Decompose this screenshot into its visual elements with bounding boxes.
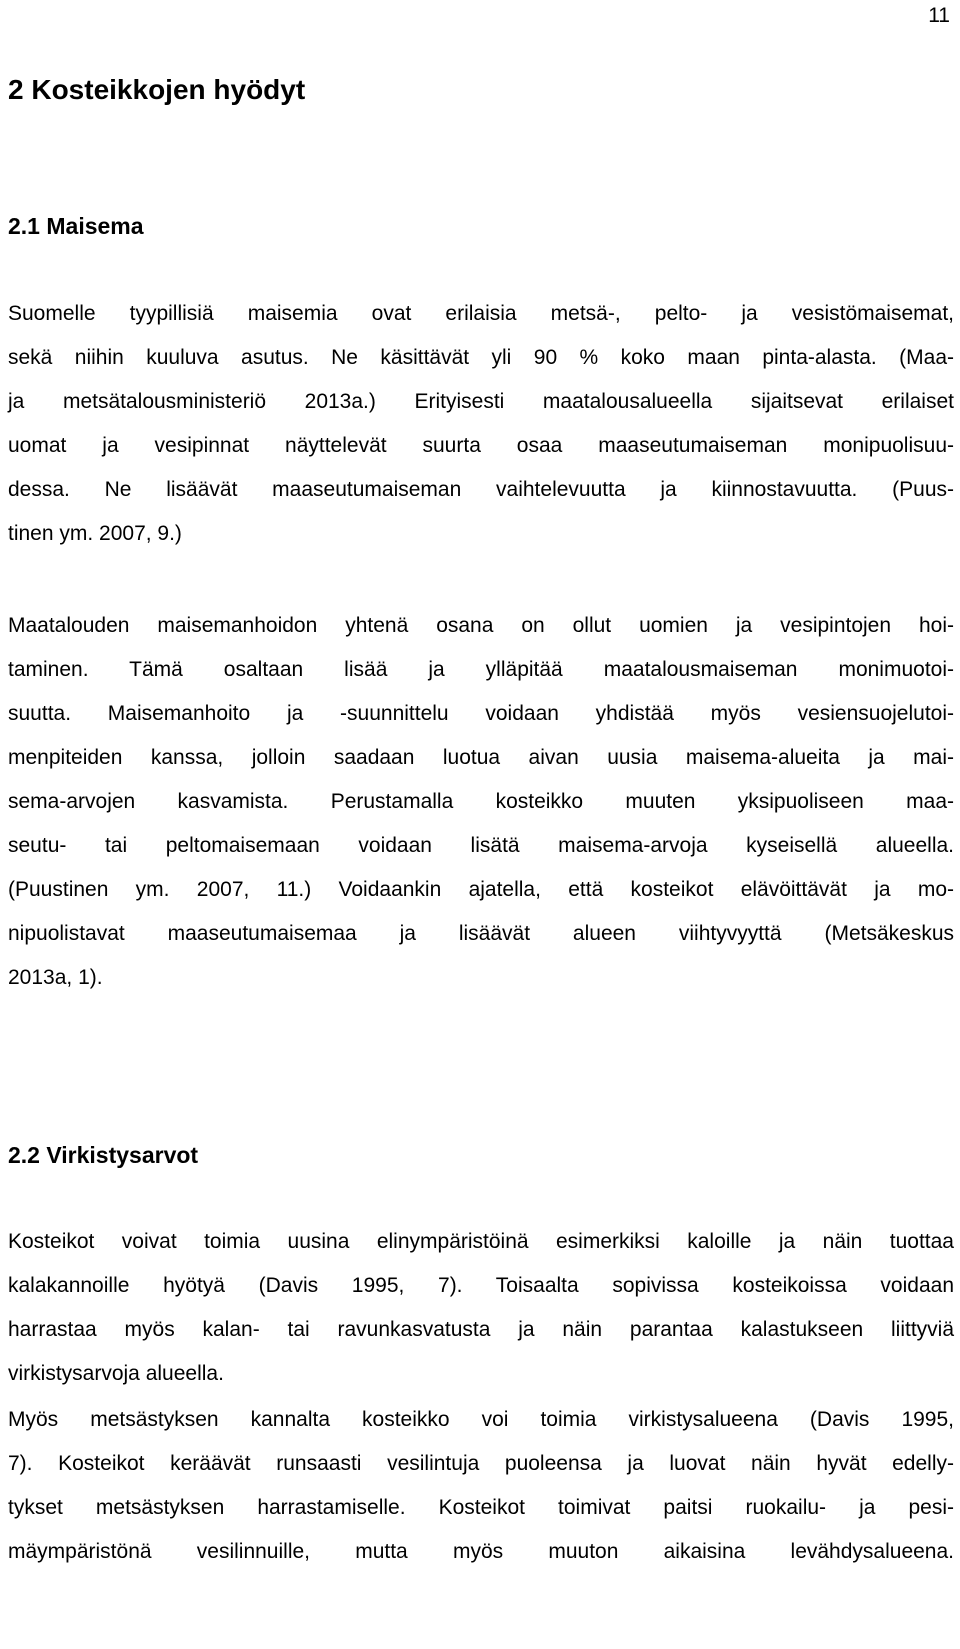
chapter-heading: 2 Kosteikkojen hyödyt xyxy=(8,74,306,105)
text-line: 2013a, 1). xyxy=(8,966,103,989)
text-line: harrastaa myös kalan- tai ravunkasvatusta ja näin parantaa kalastukseen liittyviä xyxy=(8,1318,954,1341)
text-line: nipuolistavat maaseutumaisemaa ja lisäävät alueen viihtyvyyttä (Metsäkeskus xyxy=(8,922,954,945)
section-heading-virkistysarvot: 2.2 Virkistysarvot xyxy=(8,1142,199,1168)
text-line: (Puustinen ym. 2007, 11.) Voidaankin ajatella, että kosteikot elävöittävät ja mo- xyxy=(8,878,954,901)
text-line: Myös metsästyksen kannalta kosteikko voi toimia virkistysalueena (Davis 1995, xyxy=(8,1408,954,1431)
text-line: virkistysarvoja alueella. xyxy=(8,1362,224,1385)
paragraph xyxy=(8,1398,954,1574)
paragraph xyxy=(8,1220,954,1396)
text-line: taminen. Tämä osaltaan lisää ja ylläpitää maatalousmaiseman monimuotoi- xyxy=(8,658,954,681)
paragraph xyxy=(8,292,954,556)
text-line: seutu- tai peltomaisemaan voidaan lisätä maisema-arvoja kyseisellä alueella. xyxy=(8,834,954,857)
text-line: uomat ja vesipinnat näyttelevät suurta osaa maaseutumaiseman monipuolisuu- xyxy=(8,434,954,457)
text-line: mäympäristönä vesilinnuille, mutta myös muuton aikaisina levähdysalueena. xyxy=(8,1540,954,1563)
text-line: Suomelle tyypillisiä maisemia ovat erilaisia metsä-, pelto- ja vesistömaisemat, xyxy=(8,302,954,325)
text-line: dessa. Ne lisäävät maaseutumaiseman vaihtelevuutta ja kiinnostavuutta. (Puus- xyxy=(8,478,954,501)
text-line: Maatalouden maisemanhoidon yhtenä osana on ollut uomien ja vesipintojen hoi- xyxy=(8,614,954,637)
paragraph xyxy=(8,604,954,1000)
text-line: sema-arvojen kasvamista. Perustamalla kosteikko muuten yksipuoliseen maa- xyxy=(8,790,954,813)
text-line: kalakannoille hyötyä (Davis 1995, 7). Toisaalta sopivissa kosteikoissa voidaan xyxy=(8,1274,954,1297)
text-line: tinen ym. 2007, 9.) xyxy=(8,522,182,545)
text-line: ja metsätalousministeriö 2013a.) Erityisesti maatalousalueella sijaitsevat erilaiset xyxy=(8,390,954,413)
text-line: tykset metsästyksen harrastamiselle. Kosteikot toimivat paitsi ruokailu- ja pesi- xyxy=(8,1496,954,1519)
text-line: suutta. Maisemanhoito ja -suunnittelu voidaan yhdistää myös vesiensuojelutoi- xyxy=(8,702,954,725)
text-line: menpiteiden kanssa, jolloin saadaan luotua aivan uusia maisema-alueita ja mai- xyxy=(8,746,954,769)
text-line: 7). Kosteikot keräävät runsaasti vesilintuja puoleensa ja luovat näin hyvät edelly- xyxy=(8,1452,954,1475)
section-heading-maisema: 2.1 Maisema xyxy=(8,213,144,239)
text-line: sekä niihin kuuluva asutus. Ne käsittävät yli 90 % koko maan pinta-alasta. (Maa- xyxy=(8,346,954,369)
page-number: 11 xyxy=(928,4,950,27)
text-line: Kosteikot voivat toimia uusina elinympäristöinä esimerkiksi kaloille ja näin tuottaa xyxy=(8,1230,954,1253)
